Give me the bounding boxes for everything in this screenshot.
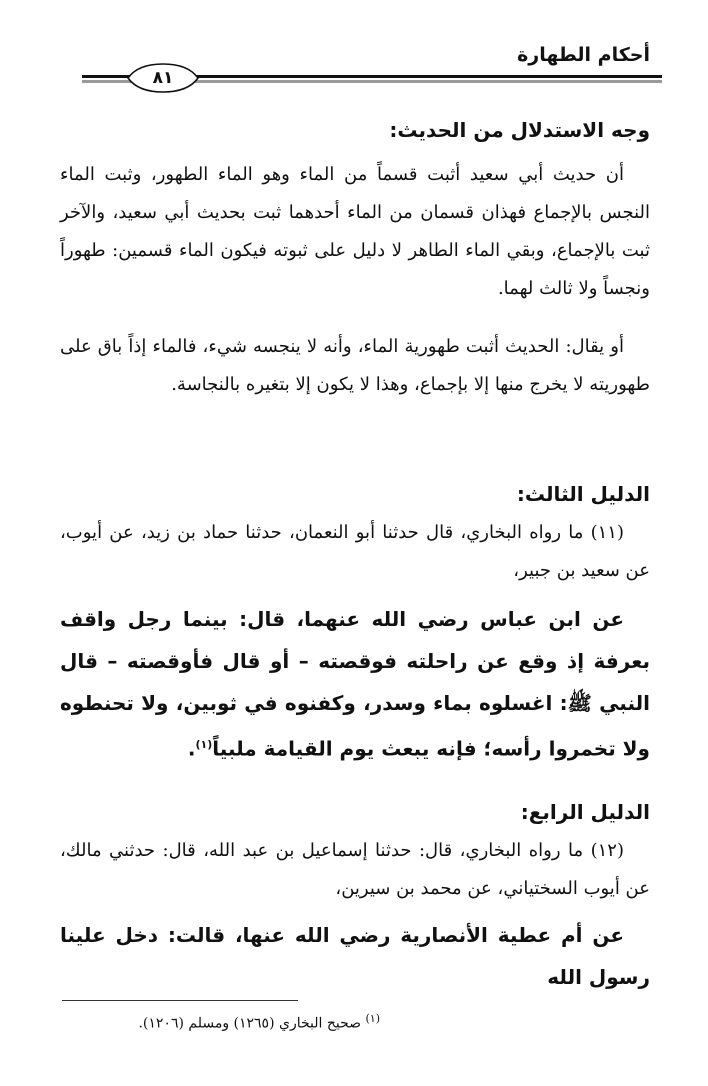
hadith-chain: (١١) ما رواه البخاري، قال حدثنا أبو النعمان، حدثنا حماد بن زيد، عن أيوب، عن سعيد بن جبير، xyxy=(60,522,650,581)
footnote xyxy=(60,1012,380,1032)
footnote-reference[interactable]: (١) xyxy=(195,738,213,751)
section-heading: الدليل الثالث: xyxy=(516,482,650,506)
hadith-chain: (١٢) ما رواه البخاري، قال: حدثنا إسماعيل بن عبد الله، قال: حدثني مالك، عن أيوب السختياني، عن محمد بن سيرين، xyxy=(60,840,650,899)
section-heading: الدليل الرابع: xyxy=(520,800,650,824)
hadith-text xyxy=(60,598,650,770)
hadith-text-end: . xyxy=(187,736,196,761)
running-header-title: أحكام الطهارة xyxy=(517,44,650,66)
page-number: ٨١ xyxy=(152,68,174,88)
footnote-divider xyxy=(62,1000,298,1001)
hadith-text: عن أم عطية الأنصارية رضي الله عنها، قالت: دخل علينا رسول الله xyxy=(60,923,650,989)
hadith-text-body: عن ابن عباس رضي الله عنهما، قال: بينما رجل واقف بعرفة إذ وقع عن راحلته فوقصته – أو قال فأوقصته – قال النبي ﷺ: اغسلوه بماء وسدر، وكفنوه في ثوبين، ولا تحنطوه ولا تخمروا رأسه؛ فإنه يبعث يوم القيامة ملبياً xyxy=(60,607,650,761)
section-heading: وجه الاستدلال من الحديث: xyxy=(389,118,650,142)
footnote-text: صحيح البخاري (١٢٦٥) ومسلم (١٢٠٦). xyxy=(138,1015,362,1032)
footnote-marker: (١) xyxy=(365,1012,380,1025)
paragraph: أو يقال: الحديث أثبت طهورية الماء، وأنه لا ينجسه شيء، فالماء إذاً باق على طهوريته لا يخرج منها إلا بإجماع، وهذا لا يكون إلا بتغيره بالنجاسة. xyxy=(60,336,650,395)
paragraph: أن حديث أبي سعيد أثبت قسماً من الماء وهو الماء الطهور، وثبت الماء النجس بالإجماع فهذان قسمان من الماء أحدهما ثبت بحديث أبي سعيد، والآخر ثبت بالإجماع، وبقي الماء الطاهر لا دليل على ثبوته فيكون الماء قسمين: طهوراً ونجساً ولا ثالث لهما. xyxy=(60,164,650,299)
